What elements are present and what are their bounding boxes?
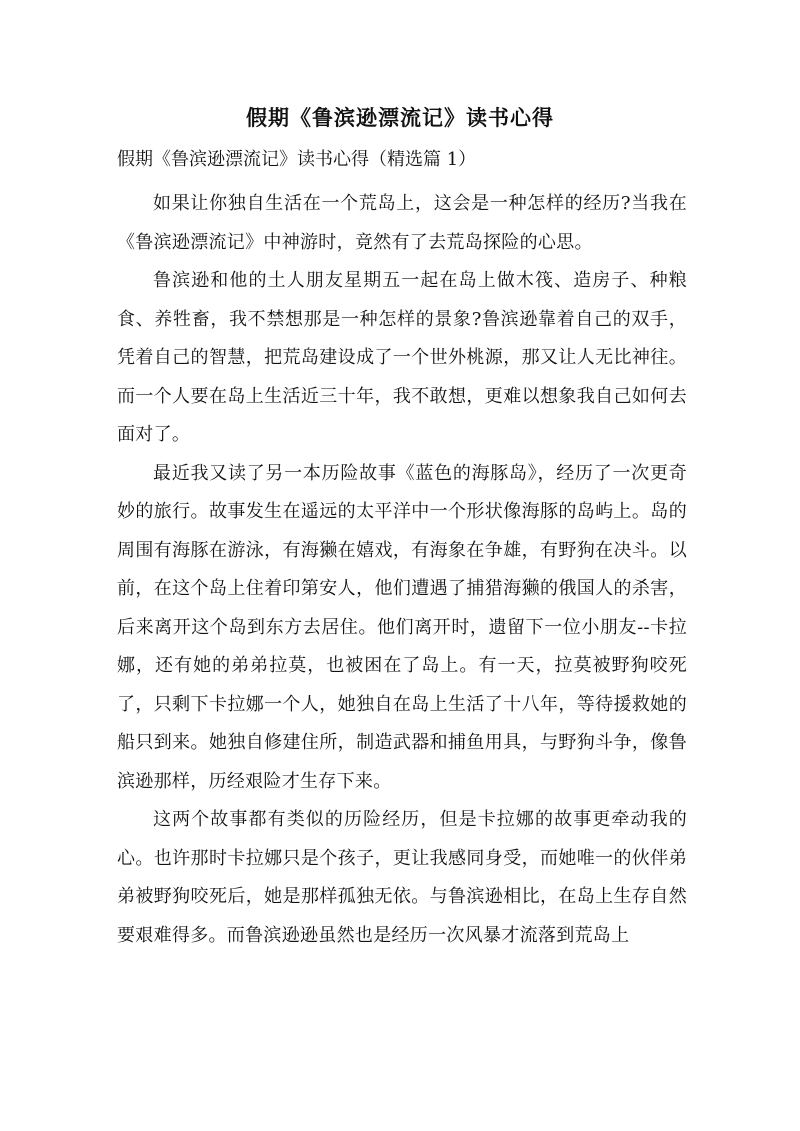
document-title: 假期《鲁滨逊漂流记》读书心得 [246,105,554,130]
paragraph-2: 鲁滨逊和他的土人朋友星期五一起在岛上做木筏、造房子、种粮食、养牲畜，我不禁想那是一种怎样的景象?鲁滨逊靠着自己的双手，凭着自己的智慧，把荒岛建设成了一个世外桃源，那又让人无比神往。而一个人要在岛上生活近三十年，我不敢想，更难以想象我自己如何去面对了。 [117,270,687,445]
document-body [117,185,687,955]
paragraph-4: 这两个故事都有类似的历险经历，但是卡拉娜的故事更牵动我的心。也许那时卡拉娜只是个孩子，更让我感同身受，而她唯一的伙伴弟弟被野狗咬死后，她是那样孤独无依。与鲁滨逊相比，在岛上生存自然要艰难得多。而鲁滨逊逊虽然也是经历一次风暴才流落到荒岛上 [117,809,687,946]
paragraph-3: 最近我又读了另一本历险故事《蓝色的海豚岛》，经历了一次更奇妙的旅行。故事发生在遥远的太平洋中一个形状像海豚的岛屿上。岛的周围有海豚在游泳，有海獭在嬉戏，有海象在争雄，有野狗在决斗。以前，在这个岛上住着印第安人，他们遭遇了捕猎海獭的俄国人的杀害，后来离开这个岛到东方去居住。他们离开时，遗留下一位小朋友--卡拉娜，还有她的弟弟拉莫，也被困在了岛上。有一天，拉莫被野狗咬死了，只剩下卡拉娜一个人，她独自在岛上生活了十八年，等待援救她的船只到来。她独自修建住所，制造武器和捕鱼用具，与野狗斗争，像鲁滨逊那样，历经艰险才生存下来。 [117,462,687,792]
section-heading: 假期《鲁滨逊漂流记》读书心得（精选篇 1） [117,149,477,170]
paragraph-1: 如果让你独自生活在一个荒岛上，这会是一种怎样的经历?当我在《鲁滨逊漂流记》中神游时，竟然有了去荒岛探险的心思。 [117,193,687,253]
